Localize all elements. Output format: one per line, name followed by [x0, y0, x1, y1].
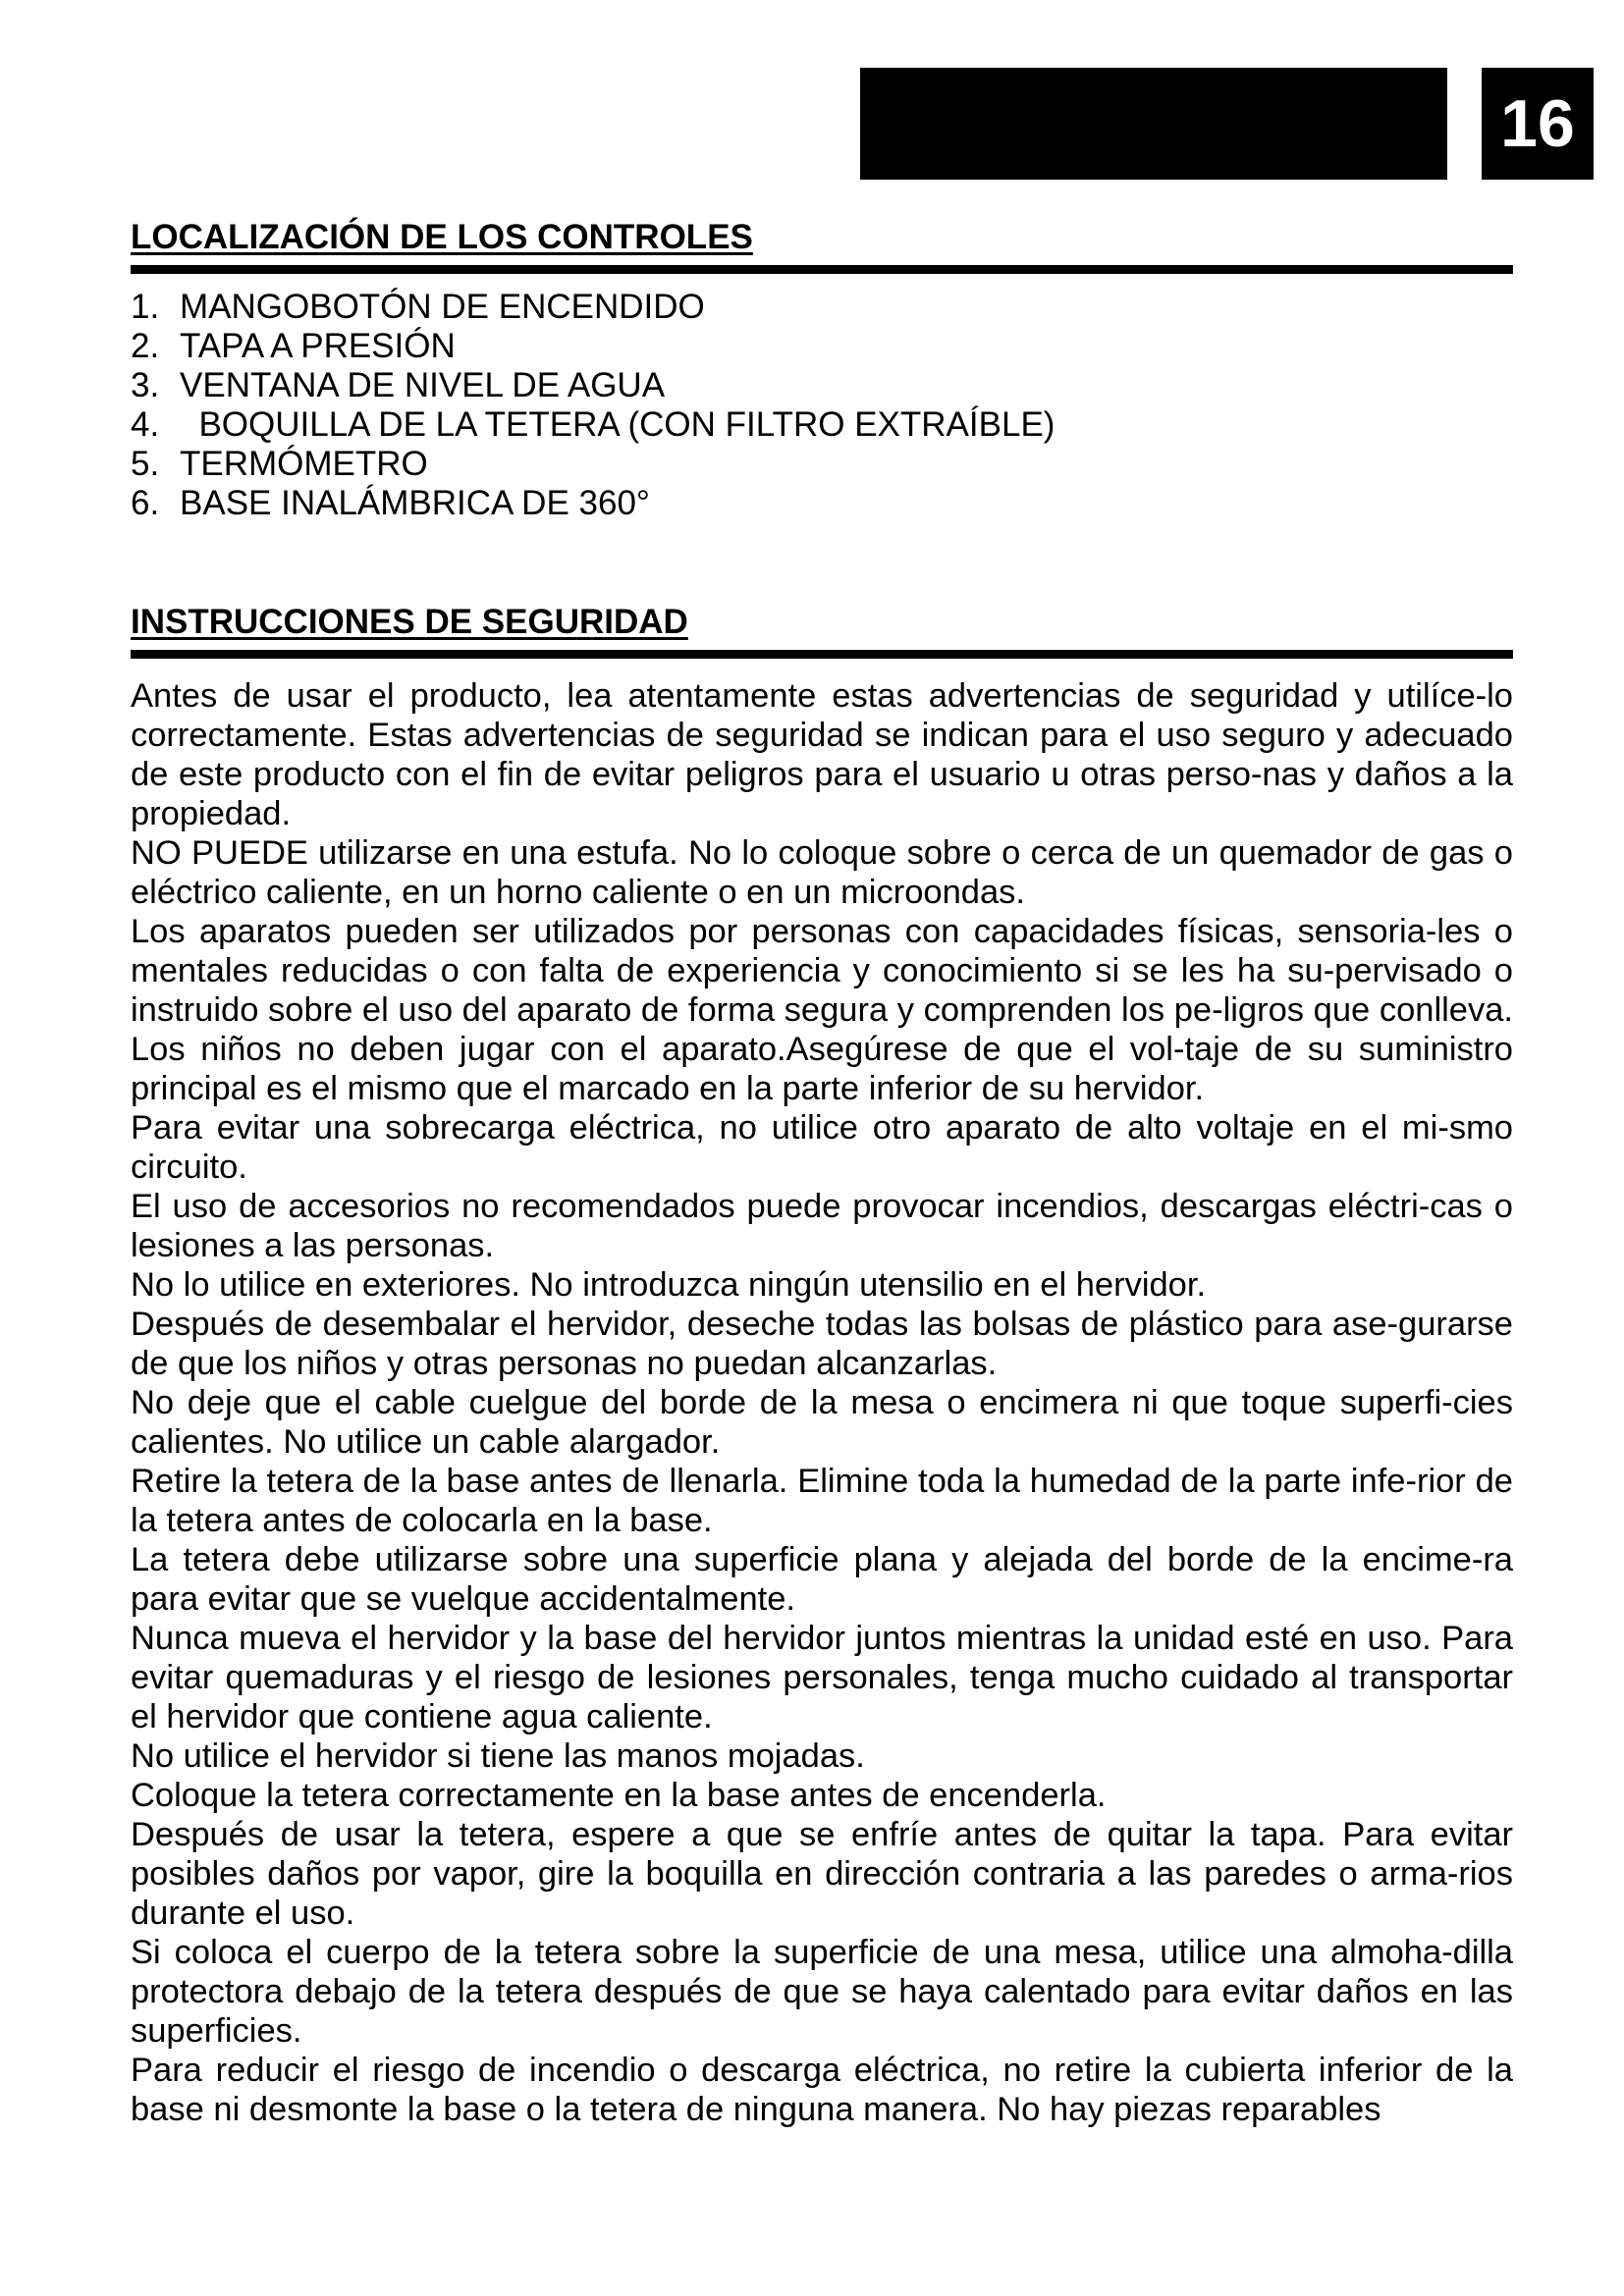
- list-item-label: VENTANA DE NIVEL DE AGUA: [180, 366, 666, 404]
- safety-paragraph: NO PUEDE utilizarse en una estufa. No lo coloque sobre o cerca de un quemador de gas o eléctrico caliente, en un horno caliente o en un microondas.: [131, 834, 1513, 911]
- controls-section-title: LOCALIZACIÓN DE LOS CONTROLES: [131, 218, 1513, 274]
- safety-section: [131, 603, 1513, 2129]
- list-item: [131, 405, 1513, 445]
- list-item-label: TAPA A PRESIÓN: [180, 327, 456, 365]
- safety-paragraph: No deje que el cable cuelgue del borde de la mesa o encimera ni que toque superfi-cies calientes. No utilice un cable alargador.: [131, 1384, 1513, 1461]
- list-item: [131, 288, 1513, 327]
- safety-paragraph: Los aparatos pueden ser utilizados por personas con capacidades físicas, sensoria-les o mentales reducidas o con falta de experiencia y conocimiento si se les ha su-pervisado o instruido sobre el uso del aparato de forma segura y comprenden los pe-ligros que conlleva. Los niños no deben jugar con el aparato.Asegúrese de que el vol-taje de su suministro principal es el mismo que el marcado en la parte inferior de su hervidor.: [131, 913, 1513, 1107]
- safety-paragraph: La tetera debe utilizarse sobre una superficie plana y alejada del borde de la encime-ra para evitar que se vuelque accidentalmente.: [131, 1541, 1513, 1618]
- safety-paragraph: Después de desembalar el hervidor, deseche todas las bolsas de plástico para ase-gurarse de que los niños y otras personas no puedan alcanzarlas.: [131, 1306, 1513, 1382]
- safety-paragraph: Antes de usar el producto, lea atentamente estas advertencias de seguridad y utilíce-lo correctamente. Estas advertencias de seguridad se indican para el uso seguro y adecuado de este producto con el fin de evitar peligros para el usuario u otras perso-nas y daños a la propiedad.: [131, 677, 1513, 832]
- list-item-number: 4.: [131, 405, 160, 444]
- safety-paragraph: Retire la tetera de la base antes de llenarla. Elimine toda la humedad de la parte infe-rior de la tetera antes de colocarla en la base.: [131, 1463, 1513, 1539]
- safety-paragraph: Para evitar una sobrecarga eléctrica, no utilice otro aparato de alto voltaje en el mi-smo circuito.: [131, 1109, 1513, 1186]
- list-item-number: 1.: [131, 288, 160, 326]
- list-item: [131, 484, 1513, 523]
- controls-list: [131, 288, 1513, 523]
- list-item-number: 3.: [131, 366, 160, 404]
- list-item-label: BOQUILLA DE LA TETERA (CON FILTRO EXTRAÍBLE): [180, 405, 1056, 444]
- page-number: 16: [1482, 68, 1594, 180]
- list-item-number: 2.: [131, 327, 160, 365]
- safety-paragraph: Si coloca el cuerpo de la tetera sobre la superficie de una mesa, utilice una almoha-dilla protectora debajo de la tetera después de que se haya calentado para evitar daños en las superficies.: [131, 1934, 1513, 2050]
- list-item-label: TERMÓMETRO: [180, 445, 428, 483]
- safety-paragraph: El uso de accesorios no recomendados puede provocar incendios, descargas eléctri-cas o lesiones a las personas.: [131, 1188, 1513, 1264]
- controls-section: [131, 218, 1513, 523]
- safety-instructions-body: [131, 676, 1513, 2129]
- list-item-label: MANGOBOTÓN DE ENCENDIDO: [180, 288, 705, 326]
- safety-paragraph: Nunca mueva el hervidor y la base del hervidor juntos mientras la unidad esté en uso. Para evitar quemaduras y el riesgo de lesiones personales, tenga mucho cuidado al transportar el hervidor que contiene agua caliente.: [131, 1620, 1513, 1735]
- safety-paragraph: Para reducir el riesgo de incendio o descarga eléctrica, no retire la cubierta inferior de la base ni desmonte la base o la tetera de ninguna manera. No hay piezas reparables: [131, 2052, 1513, 2128]
- safety-paragraph: No utilice el hervidor si tiene las manos mojadas.: [131, 1737, 865, 1775]
- list-item: [131, 327, 1513, 366]
- safety-paragraph: Después de usar la tetera, espere a que se enfríe antes de quitar la tapa. Para evitar posibles daños por vapor, gire la boquilla en dirección contraria a las paredes o arma-rios durante el uso.: [131, 1816, 1513, 1932]
- safety-section-title: INSTRUCCIONES DE SEGURIDAD: [131, 603, 1513, 659]
- safety-paragraph: No lo utilice en exteriores. No introduzca ningún utensilio en el hervidor.: [131, 1266, 1207, 1304]
- header-bar: [860, 68, 1447, 180]
- list-item: [131, 366, 1513, 405]
- list-item-number: 5.: [131, 445, 160, 483]
- list-item-number: 6.: [131, 484, 160, 522]
- safety-paragraph: Coloque la tetera correctamente en la base antes de encenderla.: [131, 1777, 1107, 1814]
- list-item-label: BASE INALÁMBRICA DE 360°: [180, 484, 650, 522]
- list-item: [131, 445, 1513, 484]
